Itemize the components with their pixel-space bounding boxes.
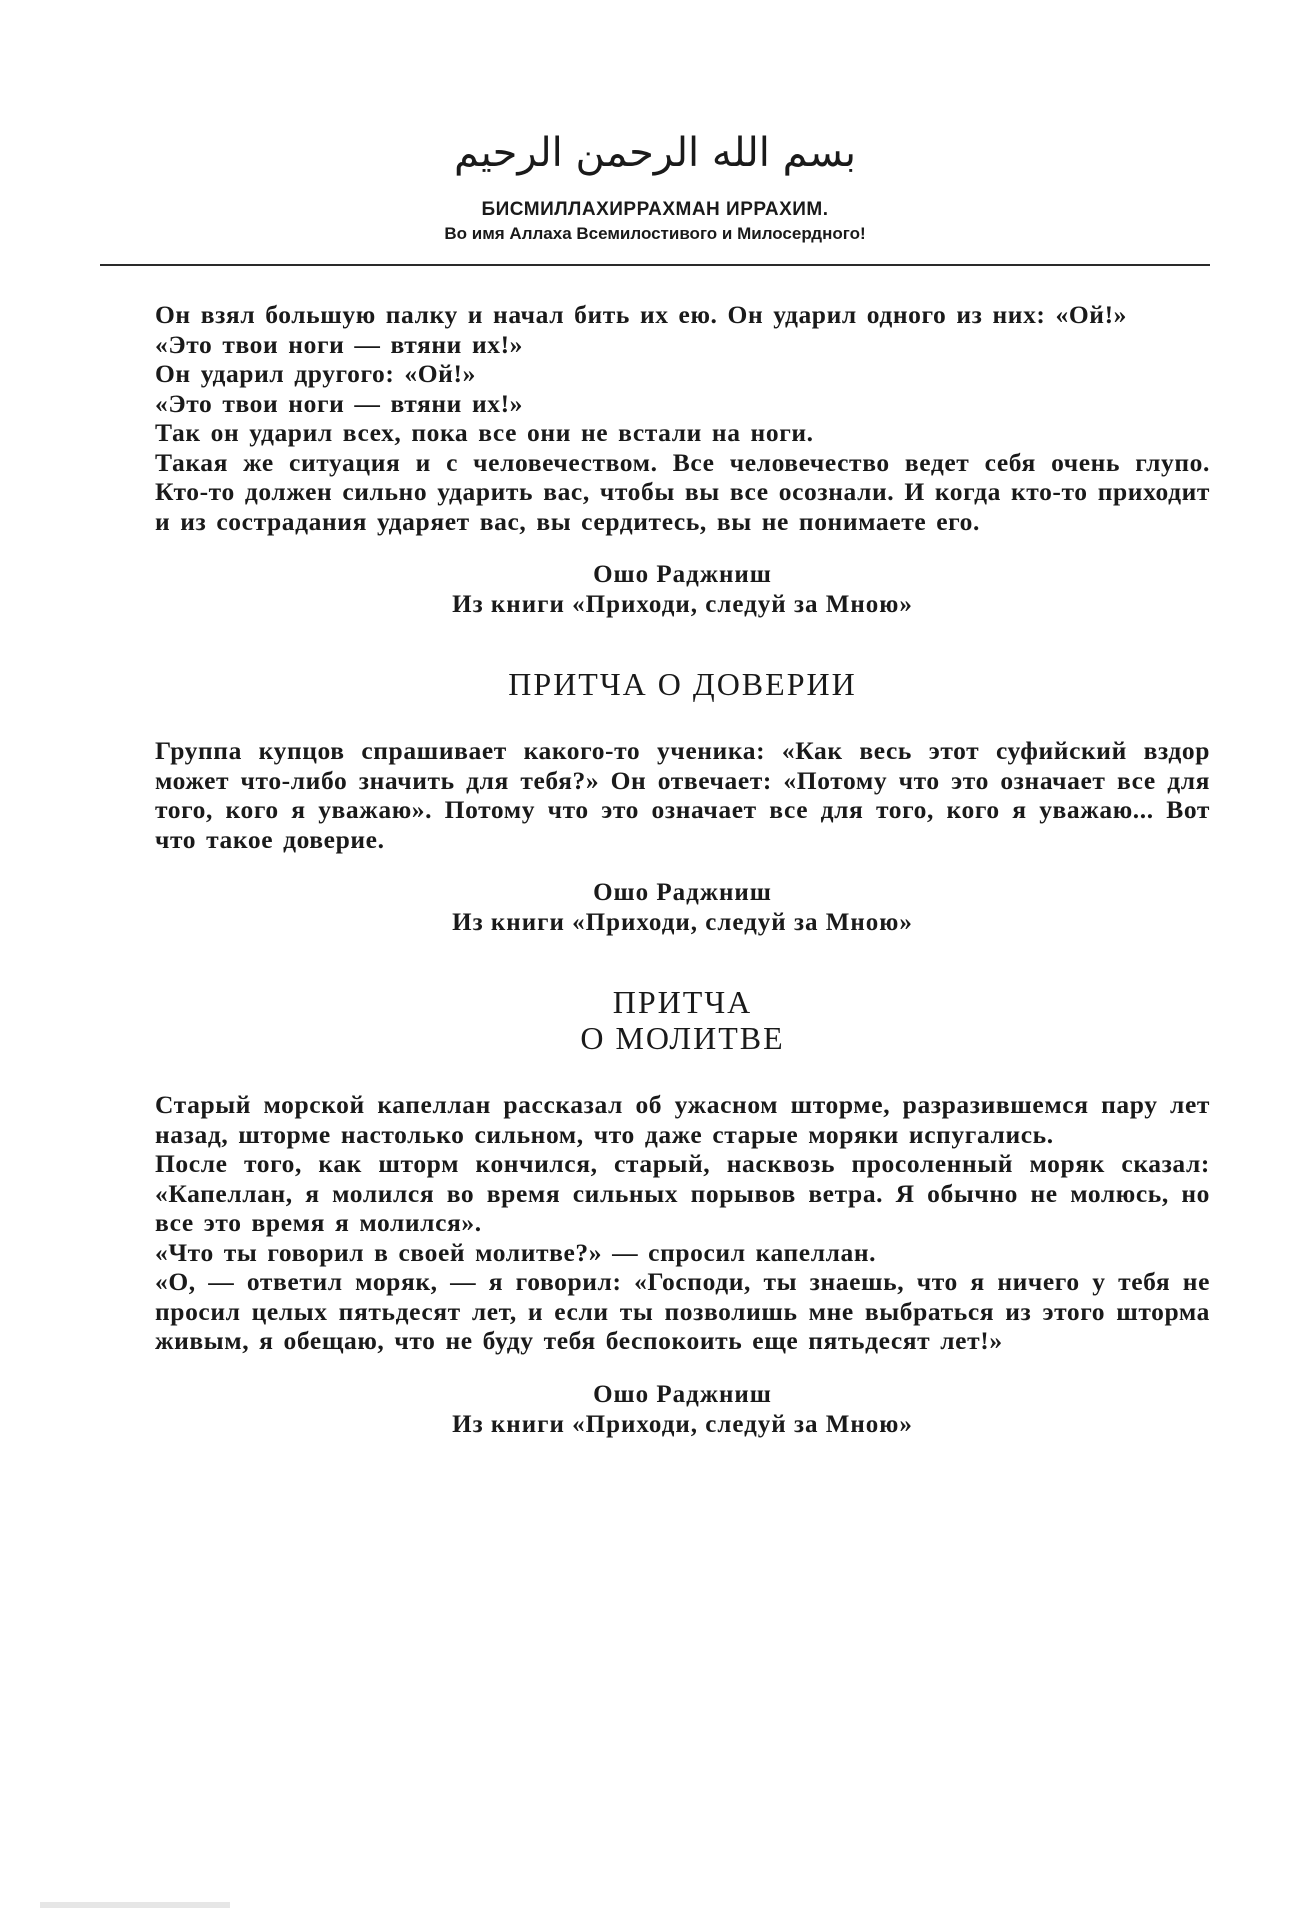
story1-author: Ошо Раджниш: [593, 561, 772, 588]
story3-author: Ошо Раджниш: [593, 1380, 772, 1408]
header-title: БИСМИЛЛАХИРРАХМАН ИРРАХИМ.: [481, 199, 829, 220]
story1-paragraph-3: Он ударил другого: «Ой!»: [155, 359, 476, 388]
scan-smudge: [40, 1902, 230, 1908]
story3-source: Из книги «Приходи, следуй за Мною»: [452, 1410, 913, 1438]
story3-paragraph-2: После того, как шторм кончился, старый, насквозь просоленный моряк сказал: «Капеллан, я молился во время сильных порывов ветра. Я обычно не молюсь, но все это время я молился».: [155, 1149, 1210, 1237]
story1-paragraph-1: Он взял большую палку и начал бить их ею. Он ударил одного из них: «Ой!»: [155, 300, 1128, 329]
page-content: [155, 300, 1210, 1440]
story2-title: ПРИТЧА О ДОВЕРИИ: [508, 666, 857, 702]
bismillah-calligraphy: [453, 110, 857, 188]
story2-source: Из книги «Приходи, следуй за Мною»: [452, 909, 913, 936]
header-subtitle: Во имя Аллаха Всемилостивого и Милосердного!: [444, 224, 866, 243]
story2-author: Ошо Раджниш: [593, 879, 772, 906]
story3-paragraph-3: «Что ты говорил в своей молитве?» — спросил капеллан.: [155, 1237, 877, 1267]
story1-paragraph-6: Такая же ситуация и с человечеством. Все человечество ведет себя очень глупо. Кто-то должен сильно ударить вас, чтобы вы все осознали. И когда кто-то приходит и из сострадания ударяет вас, вы сердитесь, вы не понимаете его.: [155, 447, 1210, 536]
story1-paragraph-4: «Это твои ноги — втяни их!»: [155, 388, 524, 418]
story2-paragraph: Группа купцов спрашивает какого-то ученика: «Как весь этот суфийский вздор может что-либо значить для тебя?» Он отвечает: «Потому что это означает все для того, кого я уважаю». Потому что это означает все для того, кого я уважаю... Вот что такое доверие.: [155, 736, 1210, 854]
story3-title-line-2: О МОЛИТВЕ: [580, 1020, 785, 1056]
story1-source: Из книги «Приходи, следуй за Мною»: [452, 591, 913, 618]
header-divider: [100, 264, 1210, 266]
story3-paragraph-1: Старый морской капеллан рассказал об ужасном шторме, разразившемся пару лет назад, шторме настолько сильном, что даже старые моряки испугались.: [155, 1090, 1210, 1149]
story1-paragraph-2: «Это твои ноги — втяни их!»: [155, 329, 524, 359]
page-header: [100, 110, 1210, 246]
story1-paragraph-5: Так он ударил всех, пока все они не встали на ноги.: [155, 418, 814, 447]
story3-title-line-1: ПРИТЧА: [612, 984, 753, 1020]
story3-paragraph-4: «О, — ответил моряк, — я говорил: «Господи, ты знаешь, что я ничего у тебя не просил целых пятьдесят лет, и если ты позволишь мне выбраться из этого шторма живым, я обещаю, что не буду тебя беспокоить еще пятьдесят лет!»: [155, 1267, 1210, 1355]
calligraphy-text: بسم الله الرحمن الرحيم: [453, 130, 857, 176]
